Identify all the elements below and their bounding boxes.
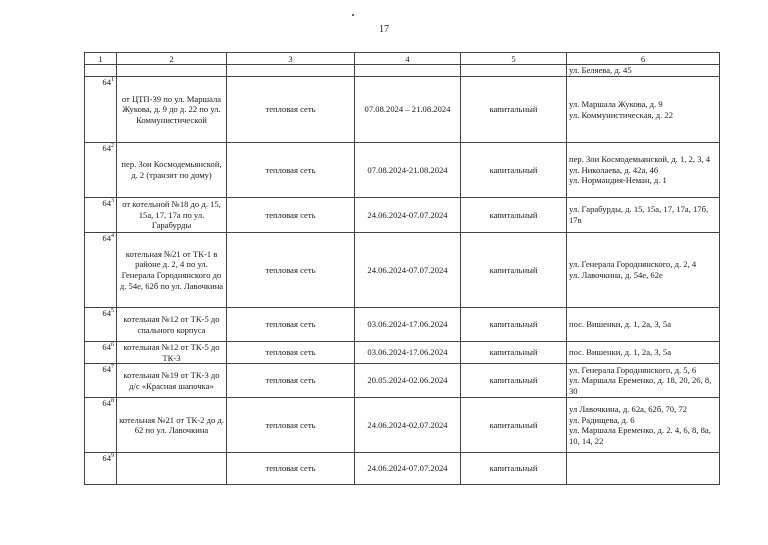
row-number: $64^2$ (85, 143, 117, 198)
network-section (117, 453, 227, 485)
network-section: котельная №19 от ТК-3 до д/с «Красная шапочка» (117, 364, 227, 398)
col-header-1: 1 (85, 53, 117, 65)
repair-type: капитальный (461, 364, 567, 398)
affected-addresses (567, 398, 720, 453)
row-number: $64^3$ (85, 198, 117, 233)
table-row (85, 342, 720, 364)
row-number: $64^8$ (85, 398, 117, 453)
address-line: пос. Вишенки, д. 1, 2а, 3, 5а (569, 319, 672, 330)
affected-addresses (567, 143, 720, 198)
repair-dates: 24.06.2024-07.07.2024 (355, 233, 461, 308)
col-header-6: 6 (567, 53, 720, 65)
network-section: котельная №12 от ТК-5 до ТК-3 (117, 342, 227, 364)
repair-dates: 24.06.2024-02.07.2024 (355, 398, 461, 453)
row-number: $64^9$ (85, 453, 117, 485)
address-line: ул. Маршала Еременко, д. 18, 20, 26, 8, 30 (569, 375, 712, 396)
table-row (85, 233, 720, 308)
affected-addresses (567, 233, 720, 308)
row-number: $64^4$ (85, 233, 117, 308)
network-section: котельная №12 от ТК-5 до спального корпуса (117, 308, 227, 342)
address-line: ул. Николаева, д. 42а, 46 (569, 164, 659, 175)
repair-dates: 24.06.2024-07.07.2024 (355, 453, 461, 485)
address-line: ул. Генерала Городнянского, д. 5, 6 (569, 364, 697, 375)
row-number: $64^6$ (85, 342, 117, 364)
affected-addresses (567, 364, 720, 398)
repair-dates: 03.06.2024-17.06.2024 (355, 308, 461, 342)
table-row (85, 364, 720, 398)
network-section: котельная №21 от ТК-2 до д. 62 по ул. Лавочкина (117, 398, 227, 453)
address-line: ул. Маршала Жукова, д. 9 (569, 98, 663, 109)
repair-type: капитальный (461, 233, 567, 308)
repair-dates: 07.08.2024-21.08.2024 (355, 143, 461, 198)
repair-dates: 20.05.2024-02.06.2024 (355, 364, 461, 398)
repair-type: капитальный (461, 453, 567, 485)
network-section: котельная №21 от ТК-1 в районе д. 2, 4 по ул. Генерала Городнянского до д. 54е, 62б по ул. Лавочкина (117, 233, 227, 308)
affected-addresses (567, 77, 720, 143)
object-type: тепловая сеть (227, 308, 355, 342)
table-row (85, 77, 720, 143)
object-type: тепловая сеть (227, 143, 355, 198)
col-header-5: 5 (461, 53, 567, 65)
repair-schedule-table (84, 52, 720, 485)
row-number: $64^5$ (85, 308, 117, 342)
affected-addresses (567, 198, 720, 233)
address-line: ул. Лавочкина, д. 54е, 62е (569, 270, 663, 280)
scan-speck (352, 14, 354, 16)
address-line: ул. Генерала Городнянского, д. 2, 4 (569, 259, 697, 270)
col-header-4: 4 (355, 53, 461, 65)
repair-dates: 07.08.2024 – 21.08.2024 (355, 77, 461, 143)
table-row (85, 308, 720, 342)
table-row (85, 198, 720, 233)
repair-type: капитальный (461, 308, 567, 342)
continuation-row (85, 65, 720, 77)
affected-addresses (567, 308, 720, 342)
row-number: $64^1$ (85, 77, 117, 143)
address-line: ул. Маршала Еременко, д. 2. 4, 6, 8, 8а, 10, 14, 22 (569, 425, 711, 446)
repair-dates: 24.06.2024-07.07.2024 (355, 198, 461, 233)
network-section: пер. Зои Космодемьянской, д. 2 (транзит по дому) (117, 143, 227, 198)
address-line: ул Лавочкина, д. 62а, 62б, 70, 72 (569, 404, 687, 414)
object-type: тепловая сеть (227, 342, 355, 364)
object-type: тепловая сеть (227, 233, 355, 308)
repair-type: капитальный (461, 77, 567, 143)
object-type: тепловая сеть (227, 453, 355, 485)
row-number: $64^7$ (85, 364, 117, 398)
address-line: ул. Нормандия-Неман, д. 1 (569, 175, 667, 186)
repair-type: капитальный (461, 342, 567, 364)
header-row (85, 53, 720, 65)
table-row (85, 398, 720, 453)
object-type: тепловая сеть (227, 198, 355, 233)
address-line: пер. Зои Космодемьянской, д. 1, 2, 3, 4 (569, 154, 711, 165)
affected-addresses (567, 453, 720, 485)
col-header-3: 3 (227, 53, 355, 65)
address-line: ул. Коммунистическая, д. 22 (569, 109, 674, 120)
table-row (85, 453, 720, 485)
page-number: 17 (379, 24, 389, 35)
address-line: пос. Вишенки, д. 1, 2а, 3, 5а (569, 347, 672, 358)
object-type: тепловая сеть (227, 364, 355, 398)
continuation-address: ул. Беляева, д. 45 (567, 65, 720, 77)
network-section: от ЦТП-39 по ул. Маршала Жукова, д. 9 до д. 22 по ул. Коммунистической (117, 77, 227, 143)
table-row (85, 143, 720, 198)
repair-type: капитальный (461, 398, 567, 453)
col-header-2: 2 (117, 53, 227, 65)
repair-type: капитальный (461, 198, 567, 233)
address-line: ул. Радищева, д. 6 (569, 414, 635, 425)
address-line: ул. Гарабурды, д. 15, 15а, 17, 17а, 17б, 17в (569, 204, 709, 225)
object-type: тепловая сеть (227, 398, 355, 453)
repair-type: капитальный (461, 143, 567, 198)
network-section: от котельной №18 до д. 15, 15а, 17, 17а по ул. Гарабурды (117, 198, 227, 233)
object-type: тепловая сеть (227, 77, 355, 143)
repair-dates: 03.06.2024-17.06.2024 (355, 342, 461, 364)
affected-addresses (567, 342, 720, 364)
